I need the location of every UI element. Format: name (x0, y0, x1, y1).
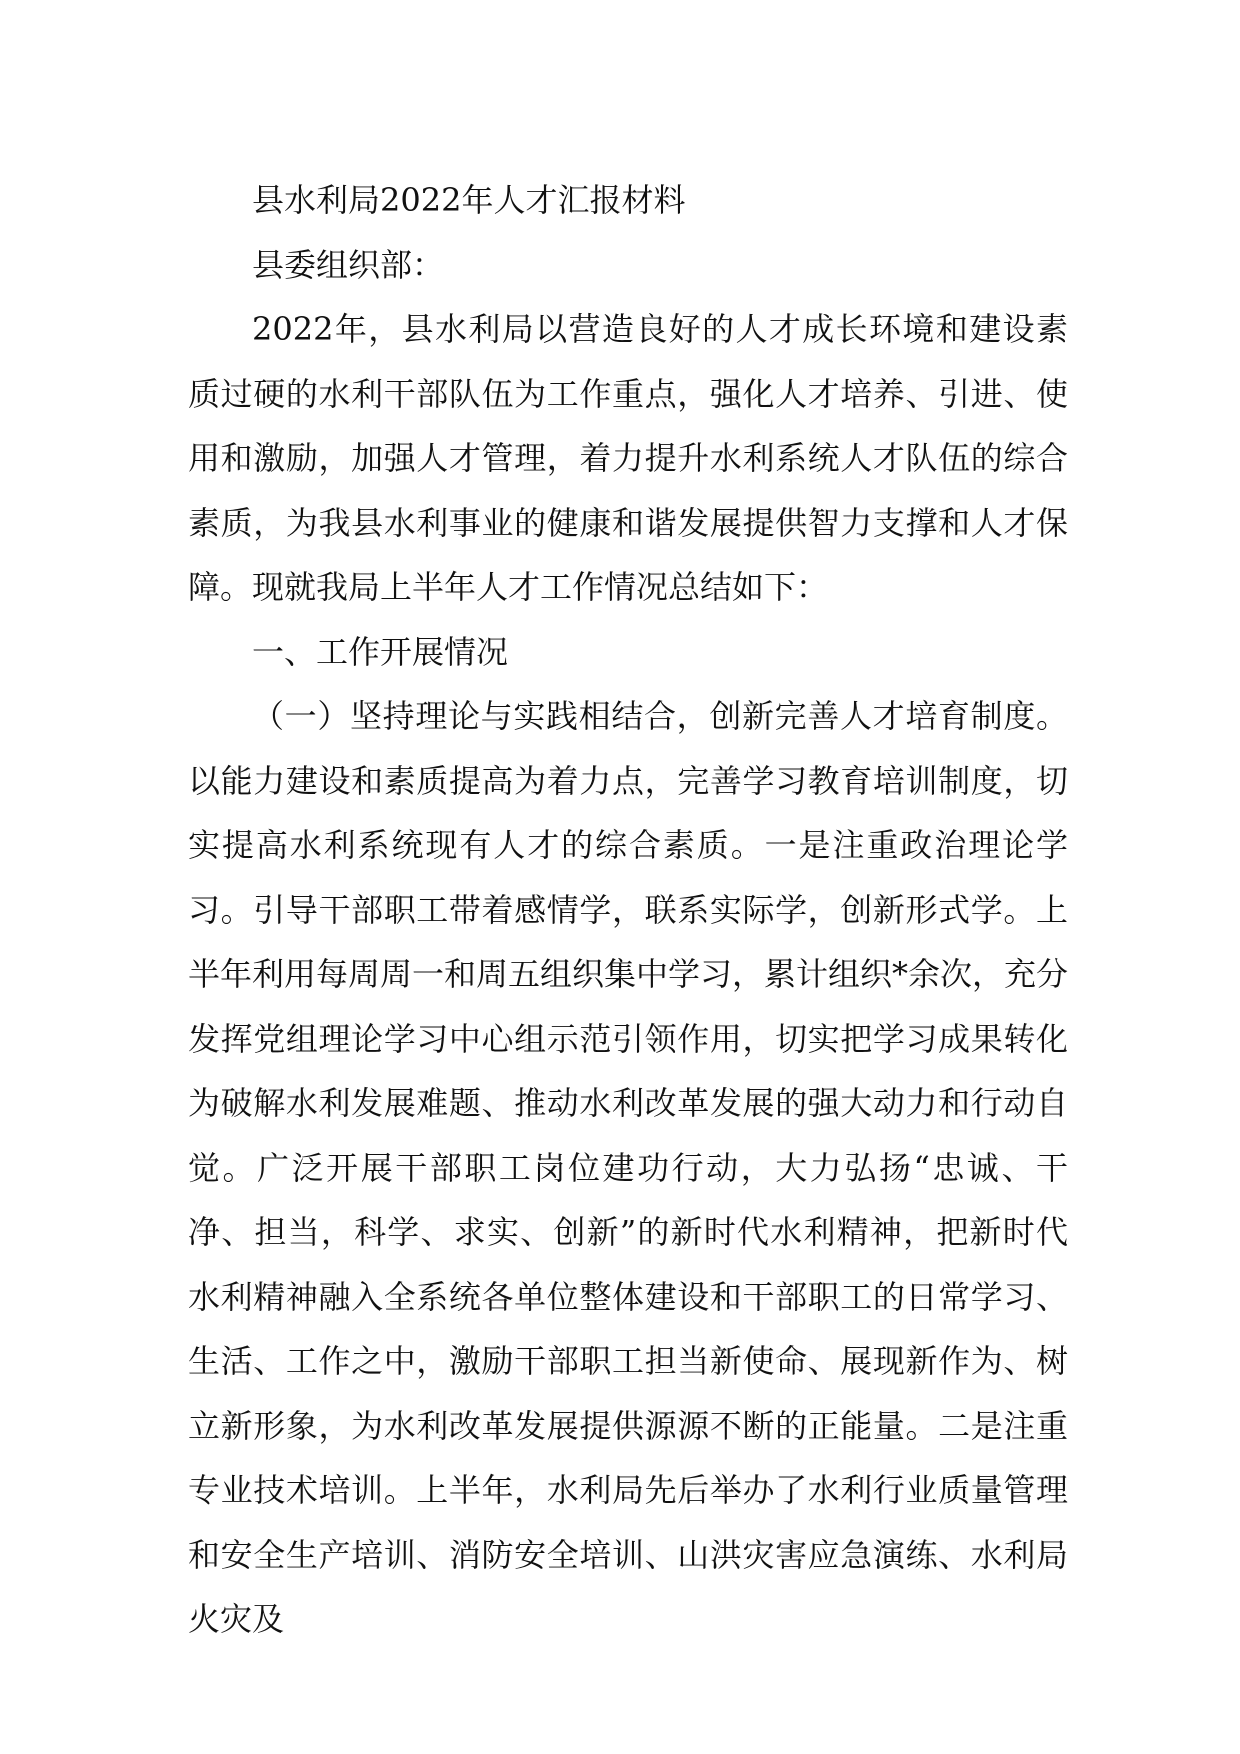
document-body (188, 168, 1068, 1652)
body-paragraph-subsection-1: （一）坚持理论与实践相结合，创新完善人才培育制度。以能力建设和素质提高为着力点，完善学习教育培训制度，切实提高水利系统现有人才的综合素质。一是注重政治理论学习。引导干部职工带着感情学，联系实际学，创新形式学。上半年利用每周周一和周五组织集中学习，累计组织*余次，充分发挥党组理论学习中心组示范引领作用，切实把学习成果转化为破解水利发展难题、推动水利改革发展的强大动力和行动自觉。广泛开展干部职工岗位建功行动，大力弘扬“忠诚、干净、担当，科学、求实、创新”的新时代水利精神，把新时代水利精神融入全系统各单位整体建设和干部职工的日常学习、生活、工作之中，激励干部职工担当新使命、展现新作为、树立新形象，为水利改革发展提供源源不断的正能量。二是注重专业技术培训。上半年，水利局先后举办了水利行业质量管理和安全生产培训、消防安全培训、山洪灾害应急演练、水利局火灾及 (188, 697, 1069, 1638)
document-title: 县水利局2022年人才汇报材料 (252, 181, 686, 219)
section-heading: 一、工作开展情况 (252, 632, 509, 671)
body-paragraph-intro: 2022年，县水利局以营造良好的人才成长环境和建设素质过硬的水利干部队伍为工作重点，强化人才培养、引进、使用和激励，加强人才管理，着力提升水利系统人才队伍的综合素质，为我县水利事业的健康和谐发展提供智力支撑和人才保障。现就我局上半年人才工作情况总结如下： (188, 310, 1068, 606)
addressee: 县委组织部： (252, 245, 445, 284)
